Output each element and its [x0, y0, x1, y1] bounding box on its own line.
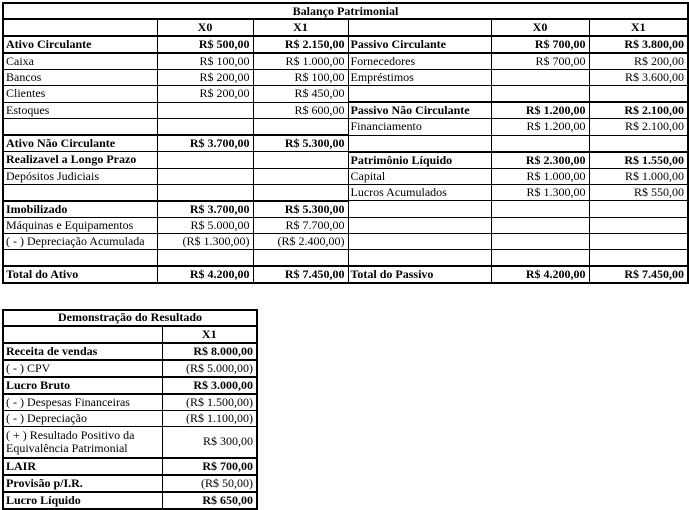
income-account-label: ( - ) CPV [3, 360, 162, 377]
left-account-label: Ativo Circulante [3, 36, 157, 53]
left-account-label: Clientes [3, 86, 157, 103]
income-account-label: ( + ) Resultado Positivo da Equivalência Patrimonial [3, 426, 162, 458]
left-account-label: Realizavel a Longo Prazo [3, 152, 157, 169]
left-account-label [3, 184, 157, 201]
left-x0-value [157, 119, 253, 136]
right-x0-value: R$ 4.200,00 [491, 266, 589, 283]
right-x1-value [589, 86, 688, 103]
left-x0-value: (R$ 1.300,00) [157, 233, 253, 249]
left-x1-value [253, 168, 348, 184]
right-account-label: Capital [348, 168, 491, 184]
right-x0-value: R$ 1.000,00 [491, 168, 589, 184]
right-account-label: Total do Passivo [348, 266, 491, 283]
income-statement-row [3, 360, 257, 377]
left-x0-value [157, 168, 253, 184]
balance-sheet-row [3, 53, 688, 70]
right-account-label [348, 135, 491, 152]
income-statement-title: Demonstração do Resultado [3, 310, 257, 326]
income-statement-header-row [3, 326, 257, 343]
income-x1-value: (R$ 1.100,00) [162, 410, 257, 426]
left-x0-value: R$ 200,00 [157, 70, 253, 86]
right-header-x0: X0 [491, 19, 589, 36]
right-account-label: Patrimônio Líquido [348, 152, 491, 169]
right-account-label [348, 233, 491, 249]
right-x0-value [491, 86, 589, 103]
right-x1-value [589, 233, 688, 249]
income-account-label: Receita de vendas [3, 343, 162, 360]
balance-sheet-row [3, 266, 688, 283]
right-x0-value [491, 201, 589, 218]
income-x1-value: R$ 650,00 [162, 492, 257, 509]
right-x1-value: R$ 3.600,00 [589, 70, 688, 86]
right-x1-value: R$ 7.450,00 [589, 266, 688, 283]
left-account-label: ( - ) Depreciação Acumulada [3, 233, 157, 249]
left-x0-value: R$ 100,00 [157, 53, 253, 70]
income-account-label: ( - ) Despesas Financeiras [3, 394, 162, 411]
left-x1-value: R$ 1.000,00 [253, 53, 348, 70]
left-x0-value: R$ 500,00 [157, 36, 253, 53]
income-x1-value: (R$ 5.000,00) [162, 360, 257, 377]
income-statement-row [3, 343, 257, 360]
right-account-label: Passivo Não Circulante [348, 102, 491, 119]
income-statement-row [3, 377, 257, 394]
balance-sheet-row [3, 168, 688, 184]
balance-sheet-row [3, 201, 688, 218]
right-x1-value [589, 217, 688, 233]
balance-sheet-table [2, 2, 689, 284]
left-x1-value: R$ 100,00 [253, 70, 348, 86]
balance-sheet-row [3, 249, 688, 266]
right-x1-value: R$ 1.000,00 [589, 168, 688, 184]
right-x0-value [491, 249, 589, 266]
left-x0-value: R$ 200,00 [157, 86, 253, 103]
balance-sheet-row [3, 135, 688, 152]
income-statement-row [3, 475, 257, 492]
income-x1-value: R$ 700,00 [162, 458, 257, 475]
left-account-label [3, 249, 157, 266]
left-x0-value: R$ 5.000,00 [157, 217, 253, 233]
left-account-label: Depósitos Judiciais [3, 168, 157, 184]
balance-sheet-row [3, 184, 688, 201]
left-x1-value [253, 184, 348, 201]
left-account-label: Total do Ativo [3, 266, 157, 283]
right-account-label [348, 249, 491, 266]
income-statement-row [3, 410, 257, 426]
right-x1-value [589, 249, 688, 266]
left-x1-value: R$ 2.150,00 [253, 36, 348, 53]
right-x0-value: R$ 700,00 [491, 36, 589, 53]
balance-sheet-body [3, 36, 688, 283]
left-x0-value [157, 184, 253, 201]
left-account-label [3, 119, 157, 136]
balance-sheet-row [3, 217, 688, 233]
right-account-label [348, 217, 491, 233]
income-statement-row [3, 426, 257, 458]
left-header-x1: X1 [253, 19, 348, 36]
right-x1-value: R$ 550,00 [589, 184, 688, 201]
income-account-label: ( - ) Depreciação [3, 410, 162, 426]
right-account-label: Lucros Acumulados [348, 184, 491, 201]
balance-sheet-header-row [3, 19, 688, 36]
balance-sheet-row [3, 119, 688, 136]
income-x1-value: R$ 3.000,00 [162, 377, 257, 394]
left-x0-value: R$ 3.700,00 [157, 201, 253, 218]
balance-sheet-title-row [3, 3, 688, 19]
left-account-label: Estoques [3, 102, 157, 119]
right-account-label: Fornecedores [348, 53, 491, 70]
right-account-label [348, 201, 491, 218]
right-account-label: Passivo Circulante [348, 36, 491, 53]
income-account-label: Lucro Líquido [3, 492, 162, 509]
income-statement-body [3, 343, 257, 509]
right-x0-value [491, 70, 589, 86]
right-x0-value: R$ 1.200,00 [491, 102, 589, 119]
right-account-label: Financiamento [348, 119, 491, 136]
left-x0-value [157, 102, 253, 119]
balance-sheet-row [3, 152, 688, 169]
income-statement-row [3, 394, 257, 411]
income-statement-table [2, 309, 258, 510]
right-x0-value [491, 135, 589, 152]
left-header-x0: X0 [157, 19, 253, 36]
left-x1-value: R$ 450,00 [253, 86, 348, 103]
income-x1-value: R$ 300,00 [162, 426, 257, 458]
income-statement-row [3, 492, 257, 509]
right-x0-value: R$ 700,00 [491, 53, 589, 70]
right-x1-value: R$ 3.800,00 [589, 36, 688, 53]
right-account-label [348, 86, 491, 103]
right-x0-value: R$ 2.300,00 [491, 152, 589, 169]
right-header-blank-cell [348, 19, 491, 36]
left-x1-value [253, 152, 348, 169]
right-x1-value: R$ 200,00 [589, 53, 688, 70]
right-x1-value: R$ 2.100,00 [589, 102, 688, 119]
balance-sheet-title: Balanço Patrimonial [3, 3, 688, 19]
left-x1-value [253, 249, 348, 266]
right-x0-value [491, 217, 589, 233]
income-header-blank-cell [3, 326, 162, 343]
right-x1-value [589, 135, 688, 152]
left-account-label: Ativo Não Circulante [3, 135, 157, 152]
balance-sheet-row [3, 233, 688, 249]
income-statement-title-row [3, 310, 257, 326]
right-x0-value: R$ 1.200,00 [491, 119, 589, 136]
left-header-blank-cell [3, 19, 157, 36]
left-x1-value: R$ 600,00 [253, 102, 348, 119]
right-x1-value: R$ 2.100,00 [589, 119, 688, 136]
balance-sheet-row [3, 86, 688, 103]
left-account-label: Caixa [3, 53, 157, 70]
left-x1-value: R$ 7.700,00 [253, 217, 348, 233]
income-account-label: Provisão p/I.R. [3, 475, 162, 492]
left-x1-value: R$ 5.300,00 [253, 135, 348, 152]
right-x0-value [491, 233, 589, 249]
income-x1-value: (R$ 1.500,00) [162, 394, 257, 411]
right-account-label: Empréstimos [348, 70, 491, 86]
left-x0-value: R$ 4.200,00 [157, 266, 253, 283]
right-header-x1: X1 [589, 19, 688, 36]
left-x0-value [157, 152, 253, 169]
left-x1-value [253, 119, 348, 136]
income-account-label: LAIR [3, 458, 162, 475]
balance-sheet-row [3, 70, 688, 86]
right-x0-value: R$ 1.300,00 [491, 184, 589, 201]
income-account-label: Lucro Bruto [3, 377, 162, 394]
income-x1-value: R$ 8.000,00 [162, 343, 257, 360]
right-x1-value [589, 201, 688, 218]
left-x1-value: R$ 5.300,00 [253, 201, 348, 218]
balance-sheet-row [3, 36, 688, 53]
left-x1-value: (R$ 2.400,00) [253, 233, 348, 249]
left-x0-value [157, 249, 253, 266]
income-statement-row [3, 458, 257, 475]
left-account-label: Bancos [3, 70, 157, 86]
left-x0-value: R$ 3.700,00 [157, 135, 253, 152]
left-account-label: Imobilizado [3, 201, 157, 218]
income-header-x1: X1 [162, 326, 257, 343]
balance-sheet-row [3, 102, 688, 119]
right-x1-value: R$ 1.550,00 [589, 152, 688, 169]
left-x1-value: R$ 7.450,00 [253, 266, 348, 283]
left-account-label: Máquinas e Equipamentos [3, 217, 157, 233]
income-x1-value: (R$ 50,00) [162, 475, 257, 492]
